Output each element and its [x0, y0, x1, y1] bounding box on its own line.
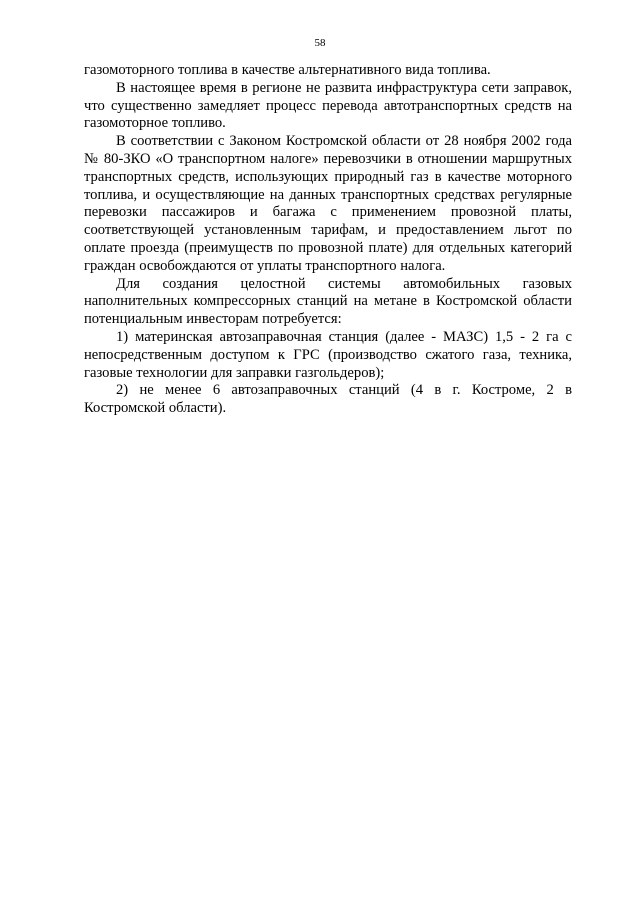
paragraph-continuation: газомоторного топлива в качестве альтернативного вида топлива.	[84, 62, 491, 78]
paragraph-transport-tax-law: В соответствии с Законом Костромской области от 28 ноября 2002 года № 80-ЗКО «О транспортном налоге» перевозчики в отношении маршрутных транспортных средств, использующих природный газ в качестве моторного топлива, и осуществляющие на данных транспортных средствах регулярные перевозки пассажиров и багажа с применением провозной платы, соответствующей установленным тарифам, и предоставлением льгот по оплате проезда (преимуществ по провозной плате) для отдельных категорий граждан освобождаются от уплаты транспортного налога.	[84, 133, 572, 274]
list-item-filling-stations: 2) не менее 6 автозаправочных станций (4 в г. Костроме, 2 в Костромской области).	[84, 382, 572, 417]
page-number: 58	[314, 37, 326, 49]
document-body	[84, 62, 572, 418]
list-item-mother-station: 1) материнская автозаправочная станция (далее - МАЗС) 1,5 - 2 га с непосредственным доступом к ГРС (производство сжатого газа, техника, газовые технологии для заправки газгольдеров);	[84, 328, 572, 381]
paragraph-investor-requirements: Для создания целостной системы автомобильных газовых наполнительных компрессорных станций на метане в Костромской области потенциальным инвесторам потребуется:	[84, 275, 572, 328]
paragraph-infrastructure: В настоящее время в регионе не развита инфраструктура сети заправок, что существенно замедляет процесс перевода автотранспортных средств на газомоторное топливо.	[84, 79, 572, 132]
